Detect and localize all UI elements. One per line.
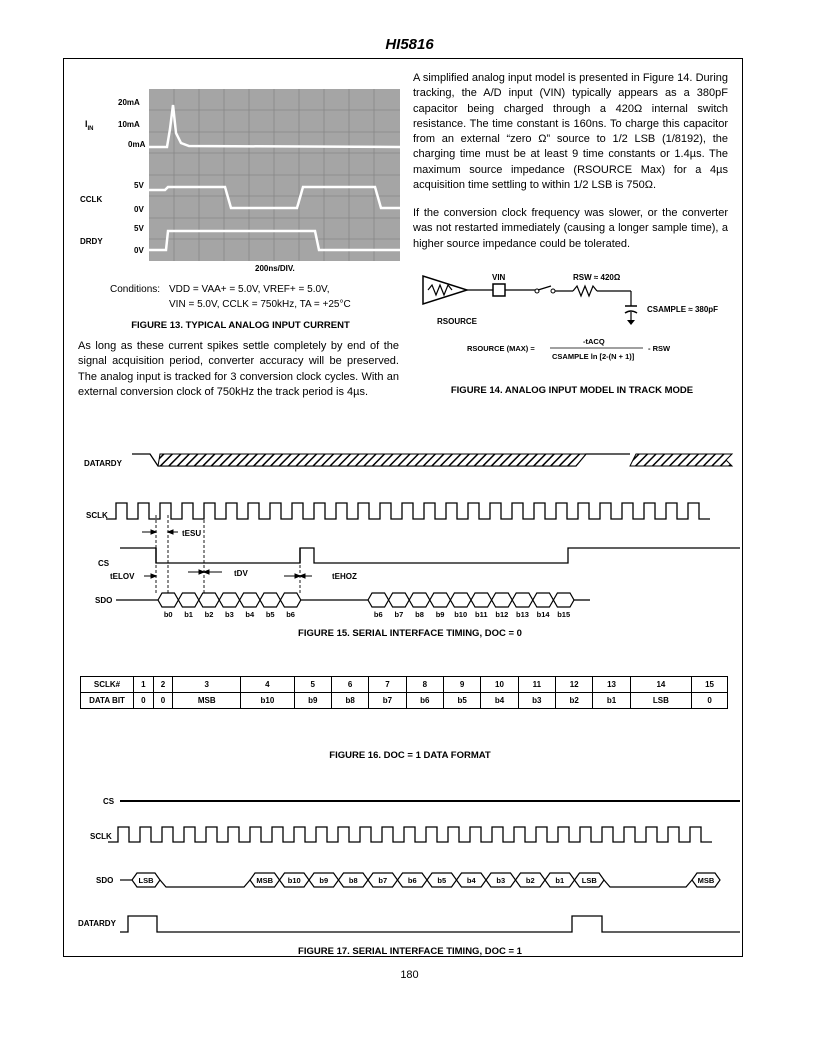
ground-icon bbox=[627, 320, 635, 325]
label-cclk-5v: 5V bbox=[134, 181, 144, 190]
switch-resistor bbox=[573, 286, 597, 296]
scope-grid bbox=[149, 89, 400, 261]
sdo-bit-label: b2 bbox=[204, 610, 214, 619]
label-iin: $I_{IN}$ bbox=[85, 119, 94, 132]
label-drdy-0v: 0V bbox=[134, 246, 144, 255]
sdo-bit-label: b8 bbox=[348, 876, 358, 885]
source-resistor bbox=[428, 285, 452, 295]
figure-16-table bbox=[80, 676, 728, 709]
table-cell: b1 bbox=[593, 693, 630, 709]
figure-17-timing bbox=[70, 788, 740, 938]
sdo-bit-label: b7 bbox=[394, 610, 404, 619]
sdo-bit-label: b2 bbox=[525, 876, 535, 885]
sdo-bit-label: LSB bbox=[138, 876, 154, 885]
table-cell: SCLK# bbox=[81, 677, 134, 693]
sdo-bit-cell bbox=[533, 593, 554, 607]
rsw-label: RSW ≈ 420Ω bbox=[573, 273, 621, 282]
sdo-bit-label: b0 bbox=[163, 610, 173, 619]
t-ehoz-label: tEHOZ bbox=[332, 572, 357, 581]
table-cell: 15 bbox=[692, 677, 728, 693]
f15-sclk-label: SCLK bbox=[86, 511, 108, 520]
right-column-paragraph-1: A simplified analog input model is presented in Figure 14. During tracking, the A/D input (VIN) typically appears as a 380pF capacitor being charged through a 420Ω internal switch resistance. The time constant is 160ns. To charge this capacitor from an external “zero Ω” source to 1/2 LSB (1/8192), the charging time must be at least 9 time constants or 1.4µs. The maximum source impedance (RSOURCE Max) for a 4µs acquisition time settling to within 1/2 LSB is 750Ω. bbox=[413, 72, 728, 192]
f17-sclk-wave bbox=[108, 827, 712, 842]
figure-13-caption: FIGURE 13. TYPICAL ANALOG INPUT CURRENT bbox=[131, 320, 350, 331]
table-cell: b4 bbox=[481, 693, 518, 709]
f17-sdo-bits bbox=[120, 873, 720, 887]
table-cell: DATA BIT bbox=[81, 693, 134, 709]
table-cell: MSB bbox=[173, 693, 241, 709]
figure-15-timing bbox=[70, 445, 740, 625]
conditions-line-2: VIN = 5.0V, CCLK = 750kHz, TA = +25°C bbox=[169, 299, 351, 310]
oscilloscope-capture bbox=[149, 89, 400, 261]
scope-timebase: 200ns/DIV. bbox=[255, 264, 295, 273]
label-drdy-5v: 5V bbox=[134, 224, 144, 233]
sdo-bit-cell bbox=[199, 593, 219, 607]
sdo-bit-cell bbox=[512, 593, 533, 607]
sdo-bit-label: b4 bbox=[466, 876, 476, 885]
sdo-bit-cell bbox=[158, 593, 178, 607]
label-cclk-0v: 0V bbox=[134, 205, 144, 214]
table-cell: 0 bbox=[153, 693, 173, 709]
table-cell: 11 bbox=[518, 677, 555, 693]
oscilloscope-traces bbox=[149, 89, 400, 261]
sdo-bit-cell bbox=[409, 593, 430, 607]
formula-numerator: -tACQ bbox=[583, 337, 605, 346]
vin-label: VIN bbox=[492, 273, 506, 282]
figure-14-caption: FIGURE 14. ANALOG INPUT MODEL IN TRACK MODE bbox=[450, 385, 694, 396]
formula-left: RSOURCE (MAX) = bbox=[467, 344, 535, 353]
sdo-bit-cell bbox=[553, 593, 574, 607]
table-cell: 1 bbox=[134, 677, 154, 693]
figure-17-caption: FIGURE 17. SERIAL INTERFACE TIMING, DOC = 1 bbox=[298, 946, 522, 957]
sdo-bit-cell bbox=[450, 593, 471, 607]
sdo-bit-label: b3 bbox=[225, 610, 234, 619]
label-0ma: 0mA bbox=[128, 140, 146, 149]
sdo-bit-label: b12 bbox=[495, 610, 509, 619]
table-cell: b5 bbox=[443, 693, 480, 709]
table-cell: 2 bbox=[153, 677, 173, 693]
sdo-bit-cell bbox=[178, 593, 198, 607]
f15-sdo-bits-a bbox=[158, 593, 301, 607]
sdo-bit-label: b6 bbox=[286, 610, 295, 619]
table-cell: 0 bbox=[692, 693, 728, 709]
t-elov-label: tELOV bbox=[110, 572, 135, 581]
table-cell: 14 bbox=[630, 677, 691, 693]
f15-sdo-bits-b bbox=[368, 593, 574, 607]
page-header-title: HI5816 bbox=[385, 36, 434, 53]
table-row-sclk bbox=[81, 677, 728, 693]
sdo-bit-label: MSB bbox=[697, 876, 715, 885]
table-cell: 6 bbox=[331, 677, 368, 693]
switch-contact-b bbox=[551, 289, 555, 293]
label-10ma: 10mA bbox=[118, 120, 140, 129]
table-cell: 10 bbox=[481, 677, 518, 693]
vin-pin bbox=[493, 284, 505, 296]
f15-cs-label: CS bbox=[98, 559, 110, 568]
sdo-bit-label: b4 bbox=[245, 610, 255, 619]
table-cell: 12 bbox=[556, 677, 593, 693]
f15-timing-arrows bbox=[142, 530, 312, 578]
table-cell: b9 bbox=[294, 693, 331, 709]
sdo-bit-cell bbox=[430, 593, 451, 607]
sdo-bit-label: MSB bbox=[256, 876, 274, 885]
f15-timing-guides bbox=[156, 515, 300, 595]
sdo-bit-label: b3 bbox=[496, 876, 506, 885]
table-cell: 5 bbox=[294, 677, 331, 693]
sdo-bit-cell bbox=[389, 593, 410, 607]
f15-cs-wave bbox=[120, 548, 740, 563]
label-drdy: DRDY bbox=[80, 237, 103, 246]
conditions-line-1: VDD = VAA+ = 5.0V, VREF+ = 5.0V, bbox=[169, 284, 330, 295]
figure-15-caption: FIGURE 15. SERIAL INTERFACE TIMING, DOC = 0 bbox=[298, 628, 522, 639]
sdo-bit-cell bbox=[492, 593, 513, 607]
switch-arm bbox=[538, 286, 551, 290]
f15-sclk-wave bbox=[106, 503, 710, 519]
table-row-data-bit bbox=[81, 693, 728, 709]
formula-right: - RSW bbox=[648, 344, 671, 353]
f17-cs-label: CS bbox=[103, 797, 115, 806]
table-cell: 7 bbox=[369, 677, 406, 693]
cclk-trace bbox=[149, 187, 400, 208]
table-cell: b8 bbox=[331, 693, 368, 709]
sdo-bit-label: b11 bbox=[475, 610, 488, 619]
sdo-bit-cell bbox=[368, 593, 389, 607]
conditions-label: Conditions: bbox=[110, 284, 161, 295]
f17-sdo-label: SDO bbox=[96, 876, 114, 885]
sdo-bit-cell bbox=[240, 593, 260, 607]
table-cell: b6 bbox=[406, 693, 443, 709]
f15-bit-labels bbox=[164, 610, 570, 619]
f17-datardy-wave bbox=[120, 916, 740, 932]
sdo-bit-label: b13 bbox=[516, 610, 529, 619]
sdo-bit-label: b10 bbox=[287, 876, 301, 885]
table-cell: 8 bbox=[406, 677, 443, 693]
label-cclk: CCLK bbox=[80, 195, 103, 204]
label-20ma: 20mA bbox=[118, 98, 140, 107]
current-trace bbox=[149, 105, 400, 147]
sdo-bit-label: b7 bbox=[378, 876, 388, 885]
f15-datardy-hatch-a bbox=[158, 454, 586, 466]
sdo-bit-label: b8 bbox=[415, 610, 424, 619]
sdo-bit-cell bbox=[280, 593, 300, 607]
sdo-bit-label: b5 bbox=[437, 876, 447, 885]
f15-sdo-label: SDO bbox=[95, 596, 113, 605]
sdo-bit-label: b15 bbox=[557, 610, 571, 619]
f17-sclk-label: SCLK bbox=[90, 832, 112, 841]
sdo-bit-label: b14 bbox=[536, 610, 550, 619]
rsource-label: RSOURCE bbox=[437, 317, 478, 326]
right-column-paragraph-2: If the conversion clock frequency was slower, or the converter was not restarted immediately (causing a longer sample time), a higher source impedance could be tolerated. bbox=[413, 207, 728, 250]
sdo-line bbox=[604, 880, 692, 887]
sdo-bit-label: b1 bbox=[555, 876, 565, 885]
table-cell: b7 bbox=[369, 693, 406, 709]
left-column-paragraph: As long as these current spikes settle completely by end of the signal acquisition period, converter accuracy will be preserved. The analog input is tracked for 3 conversion clock cycles. With an external conversion clock of 750kHz the track period is 4µs. bbox=[78, 340, 399, 398]
f17-datardy-label: DATARDY bbox=[78, 919, 116, 928]
figure-16-caption: FIGURE 16. DOC = 1 DATA FORMAT bbox=[329, 750, 491, 761]
table-cell: b10 bbox=[241, 693, 294, 709]
sdo-line bbox=[160, 880, 250, 887]
table-cell: b2 bbox=[556, 693, 593, 709]
table-cell: 13 bbox=[593, 677, 630, 693]
sdo-bit-label: b9 bbox=[319, 876, 329, 885]
source-buffer bbox=[423, 276, 467, 304]
sdo-bit-cell bbox=[471, 593, 492, 607]
sdo-bit-label: b5 bbox=[265, 610, 275, 619]
sdo-bit-label: b10 bbox=[454, 610, 468, 619]
table-cell: 4 bbox=[241, 677, 294, 693]
sdo-bit-label: b1 bbox=[184, 610, 193, 619]
table-cell: b3 bbox=[518, 693, 555, 709]
f15-datardy-label: DATARDY bbox=[84, 459, 122, 468]
sdo-bit-label: LSB bbox=[581, 876, 597, 885]
f15-datardy-hatch-b bbox=[630, 454, 732, 466]
formula-denominator: CSAMPLE ln [2-(N + 1)] bbox=[552, 352, 635, 361]
csample-label: CSAMPLE ≈ 380pF bbox=[647, 305, 719, 314]
sdo-bit-label: b6 bbox=[407, 876, 417, 885]
page-number: 180 bbox=[400, 969, 419, 981]
table-cell: 3 bbox=[173, 677, 241, 693]
table-cell: LSB bbox=[630, 693, 691, 709]
sdo-bit-cell bbox=[260, 593, 280, 607]
t-esu-label: tESU bbox=[182, 529, 202, 538]
table-cell: 9 bbox=[443, 677, 480, 693]
drdy-trace bbox=[149, 231, 400, 250]
sdo-bit-label: b9 bbox=[435, 610, 445, 619]
table-cell: 0 bbox=[134, 693, 154, 709]
figure-14-circuit bbox=[413, 268, 733, 368]
t-dv-label: tDV bbox=[234, 569, 248, 578]
sdo-bit-label: b6 bbox=[373, 610, 383, 619]
sdo-bit-cell bbox=[219, 593, 239, 607]
